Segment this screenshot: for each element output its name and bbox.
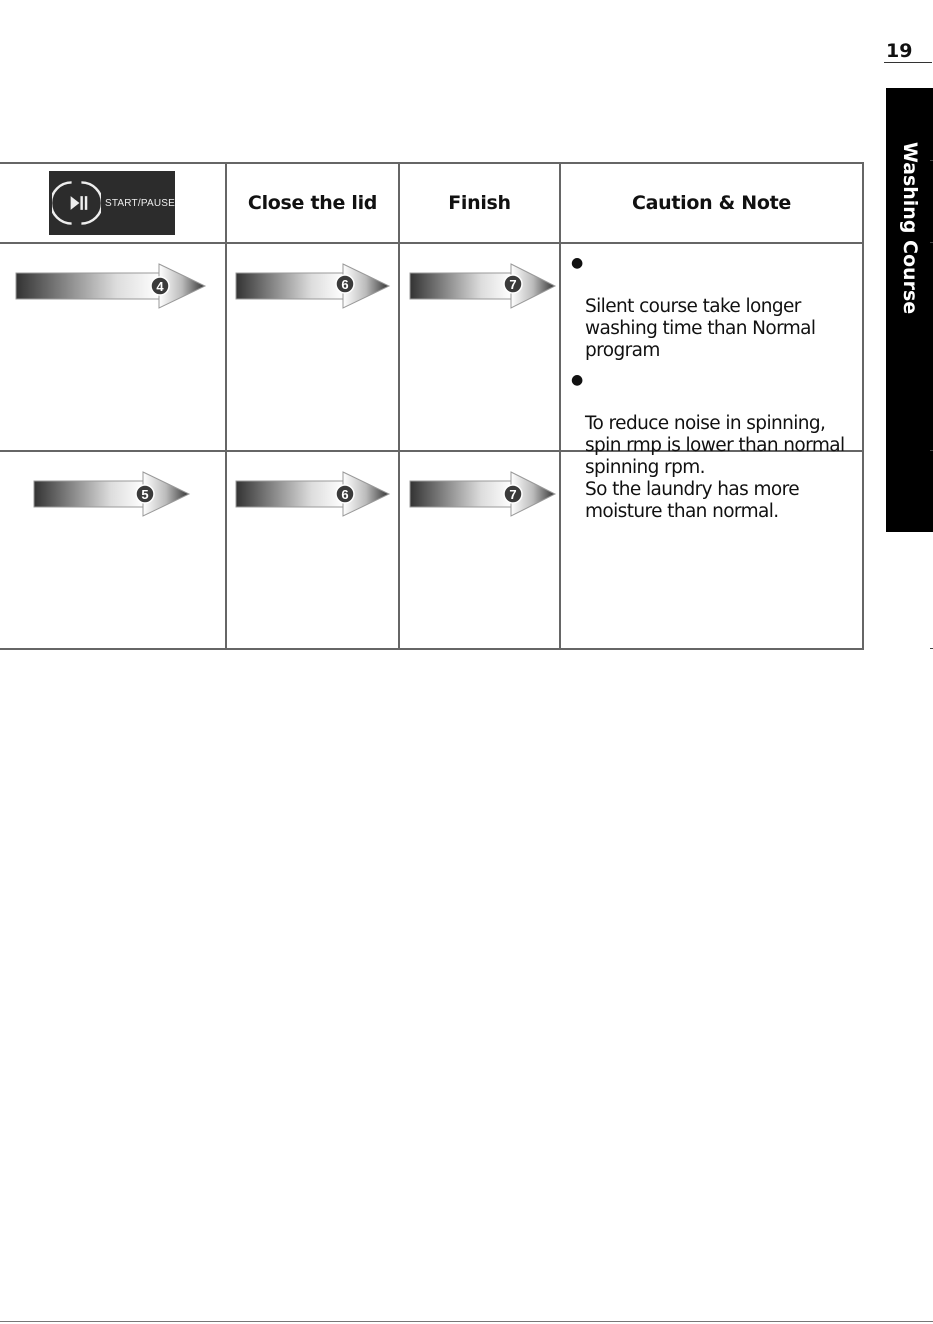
step-number: 5 <box>141 487 149 502</box>
note-item <box>571 369 859 523</box>
note-text: To reduce noise in spinning, spin rmp is lower than normal spinning rpm. So the laundry has more moisture than normal. <box>585 413 845 522</box>
step-arrow <box>15 262 207 310</box>
caution-notes <box>571 252 859 530</box>
page-number: 19 <box>886 40 913 62</box>
start-pause-label: START/PAUSE <box>105 197 175 209</box>
note-text: Silent course take longer washing time than Normal program <box>585 296 816 361</box>
step-arrow <box>235 262 391 310</box>
table-rule <box>862 162 864 650</box>
note-item <box>571 252 859 362</box>
step-arrow <box>33 470 191 518</box>
table-rule <box>0 242 863 244</box>
bullet-icon: ● <box>571 372 583 388</box>
header-caution-note: Caution & Note <box>632 192 791 214</box>
page-number-rule <box>884 62 932 63</box>
side-tab <box>886 88 933 532</box>
header-finish: Finish <box>448 192 511 214</box>
step-number: 6 <box>341 487 349 502</box>
step-arrow <box>235 470 391 518</box>
step-arrow <box>409 262 557 310</box>
bullet-icon: ● <box>571 255 583 271</box>
step-number: 7 <box>509 487 517 502</box>
play-pause-icon <box>52 175 101 231</box>
header-close-lid: Close the lid <box>247 192 378 214</box>
side-tab-label: Washing Course <box>898 141 921 315</box>
bottom-rule <box>0 1321 933 1322</box>
table-rule <box>0 648 863 650</box>
step-number: 4 <box>156 279 164 294</box>
start-pause-button <box>49 171 175 235</box>
step-number: 7 <box>509 277 517 292</box>
step-arrow <box>409 470 557 518</box>
step-number: 6 <box>341 277 349 292</box>
